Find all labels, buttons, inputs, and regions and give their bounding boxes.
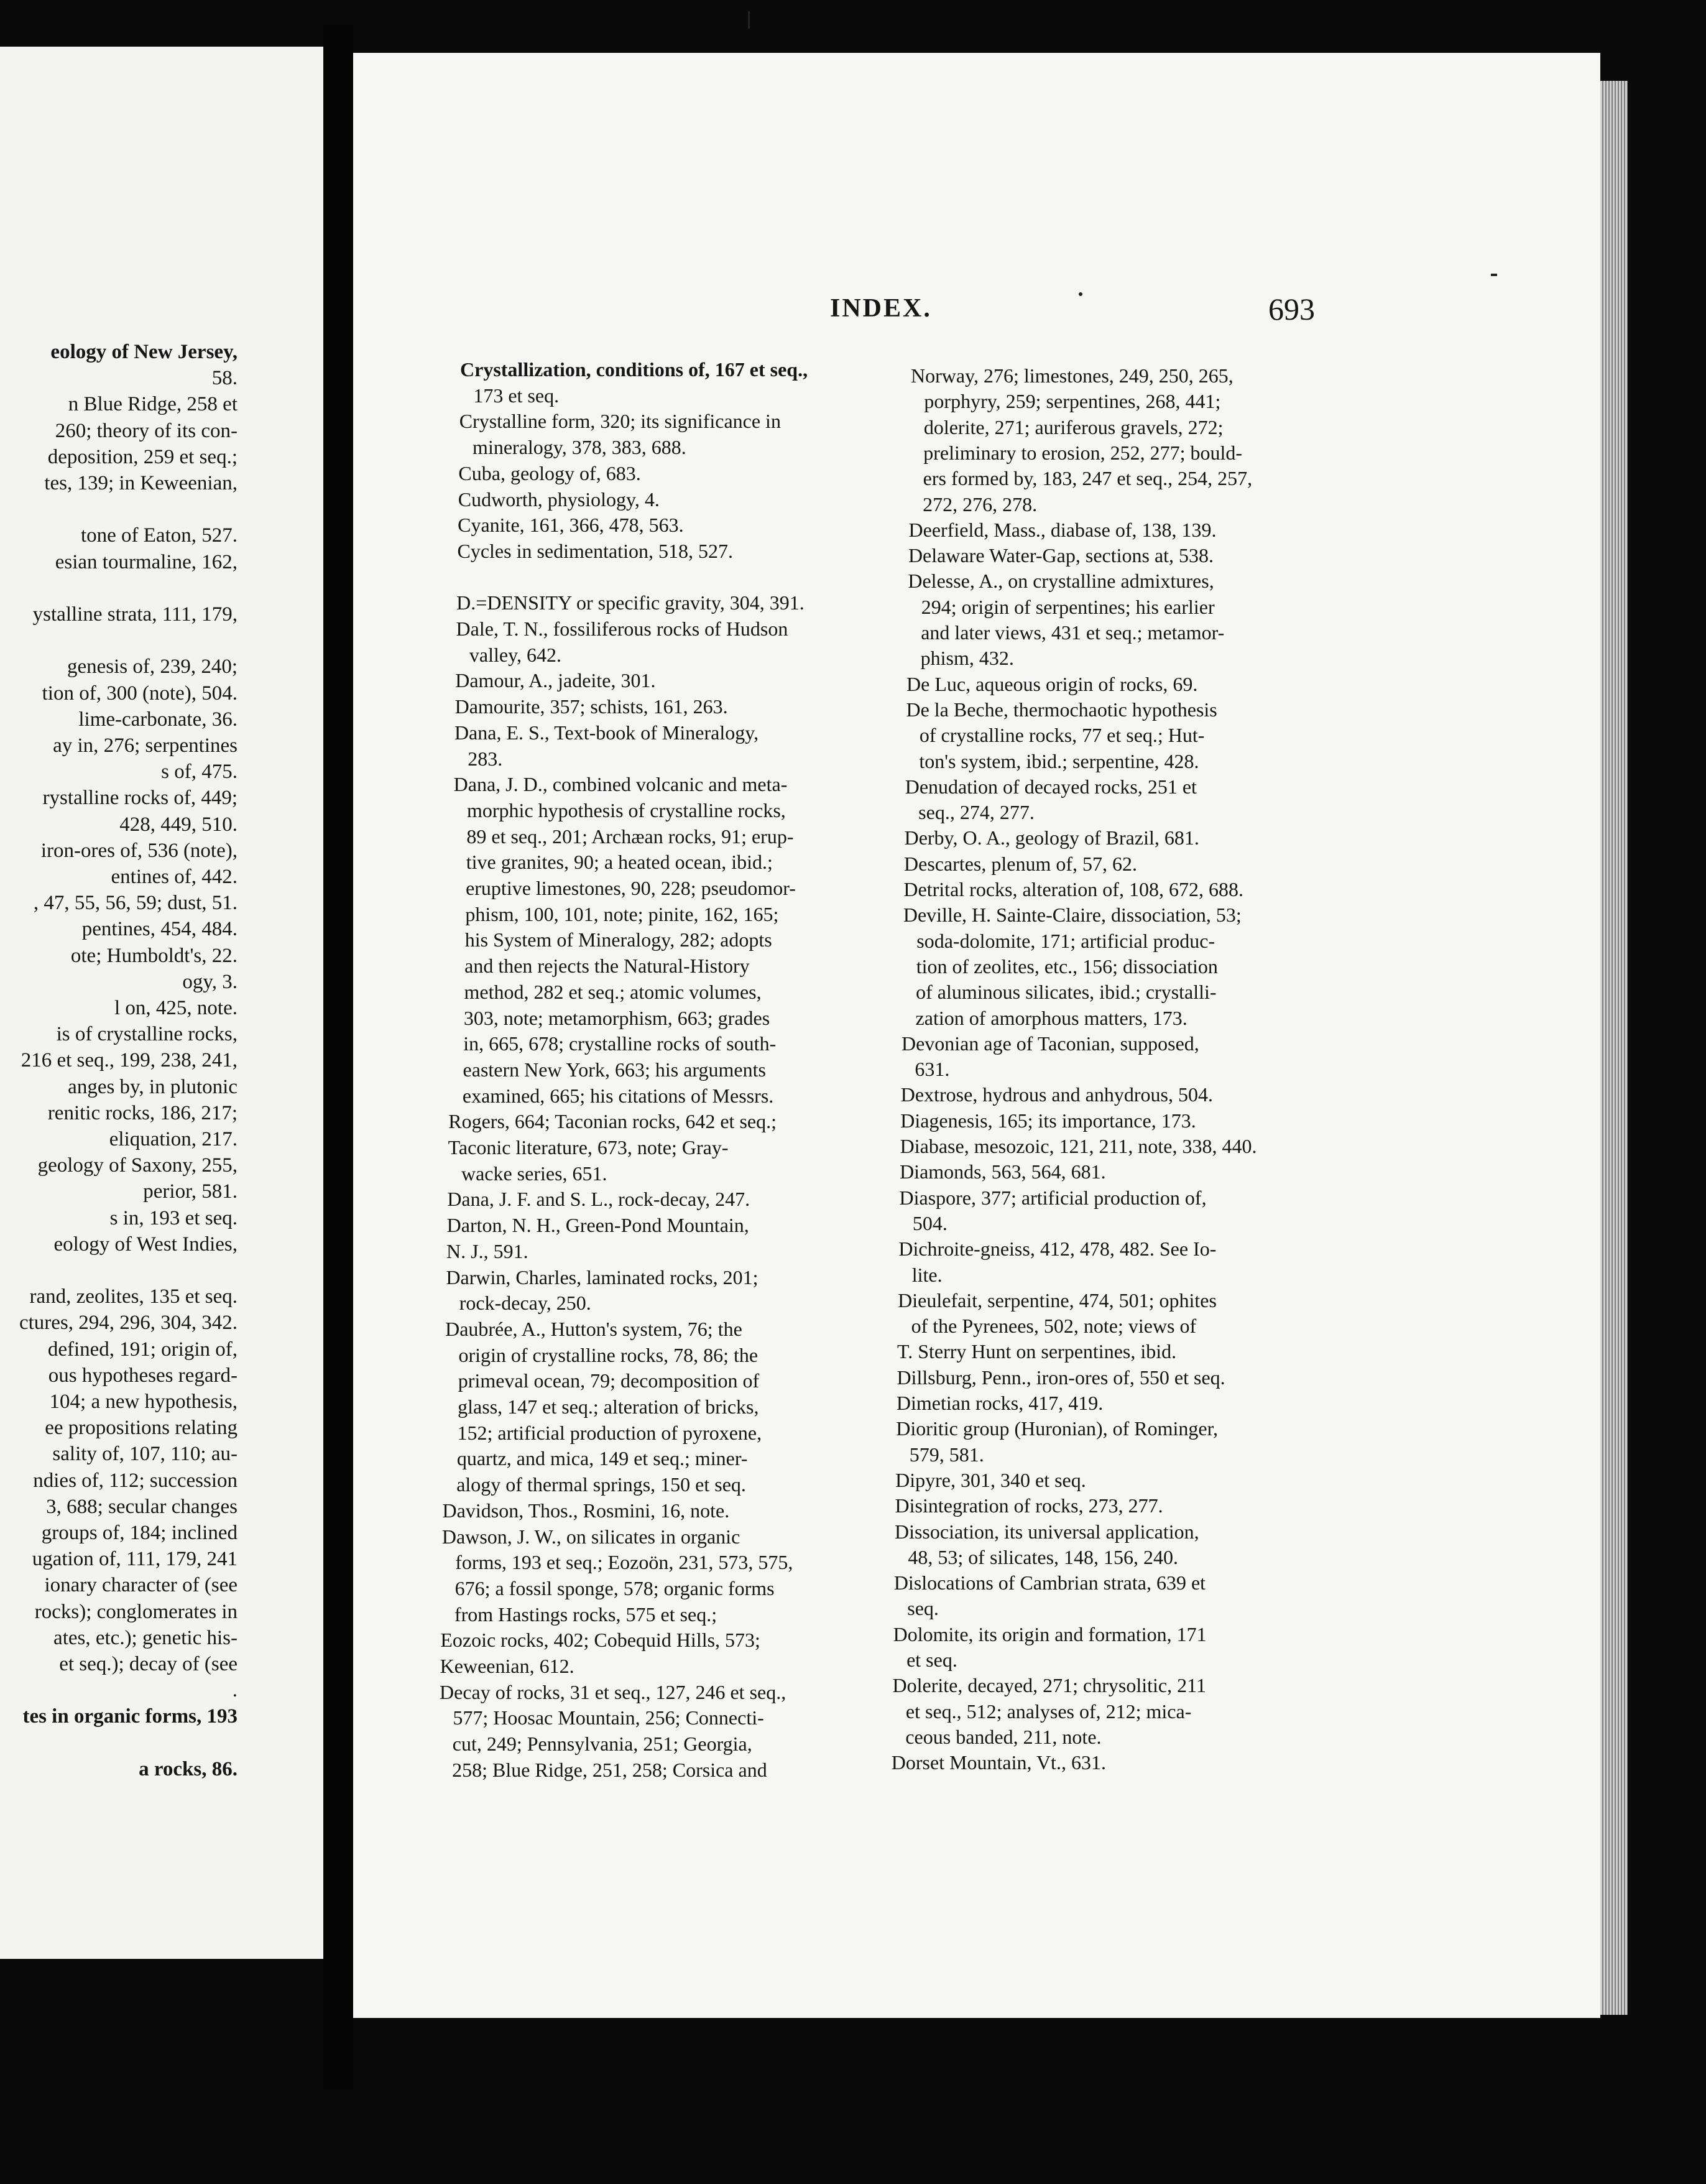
index-entry: Decay of rocks, 31 et seq., 127, 246 et seq., <box>440 1680 786 1703</box>
index-entry: Dieulefait, serpentine, 474, 501; ophites <box>898 1289 1217 1312</box>
index-entry: Taconic literature, 673, note; Gray- <box>448 1136 729 1159</box>
index-entry: Denudation of decayed rocks, 251 et <box>905 775 1197 798</box>
fragment-line: tes in organic forms, 193 <box>22 1705 237 1728</box>
index-entry: Cycles in sedimentation, 518, 527. <box>457 539 733 562</box>
fragment-line: 3, 688; secular changes <box>46 1495 237 1518</box>
index-entry: Delesse, A., on crystalline admixtures, <box>908 570 1214 593</box>
fragment-line: eology of West Indies, <box>53 1233 237 1256</box>
index-entry-continuation: forms, 193 et seq.; Eozoön, 231, 573, 575, <box>455 1551 793 1574</box>
index-entry: Norway, 276; limestones, 249, 250, 265, <box>911 364 1233 387</box>
index-entry-continuation: 173 et seq. <box>473 384 560 407</box>
fragment-line: s in, 193 et seq. <box>109 1206 237 1229</box>
index-entry-continuation: and then rejects the Natural-History <box>464 955 750 978</box>
index-entry-continuation: rock-decay, 250. <box>459 1292 591 1315</box>
index-entry-continuation: mineralogy, 378, 383, 688. <box>473 436 686 459</box>
fragment-line: iron-ores of, 536 (note), <box>40 839 237 862</box>
index-entry: Crystalline form, 320; its significance in <box>459 410 781 433</box>
index-entry-continuation: eastern New York, 663; his arguments <box>463 1058 766 1081</box>
fragment-line: s of, 475. <box>161 761 237 784</box>
fragment-line: ay in, 276; serpentines <box>53 734 237 757</box>
index-entry: Dimetian rocks, 417, 419. <box>896 1392 1104 1414</box>
fragment-line: geology of Saxony, 255, <box>37 1154 237 1177</box>
index-entry: Descartes, plenum of, 57, 62. <box>904 852 1138 875</box>
fragment-line: ous hypotheses regard- <box>48 1364 237 1387</box>
fragment-line: ates, etc.); genetic his- <box>53 1626 237 1649</box>
fragment-line: deposition, 259 et seq.; <box>47 445 237 468</box>
index-entry: Dioritic group (Huronian), of Rominger, <box>896 1417 1218 1440</box>
page-number: 693 <box>1268 292 1315 326</box>
index-entry: Dana, J. D., combined volcanic and meta- <box>453 773 788 796</box>
index-entry-continuation: seq. <box>907 1597 939 1620</box>
index-entry: Delaware Water-Gap, sections at, 538. <box>908 544 1214 567</box>
index-entry-continuation: of aluminous silicates, ibid.; crystalli- <box>916 981 1217 1004</box>
index-entry: Dana, J. F. and S. L., rock-decay, 247. <box>447 1188 750 1211</box>
fragment-line: 216 et seq., 199, 238, 241, <box>21 1049 237 1072</box>
index-entry-continuation: valley, 642. <box>469 643 561 666</box>
index-entry-continuation: in, 665, 678; crystalline rocks of south- <box>463 1032 777 1055</box>
index-entry-continuation: dolerite, 271; auriferous gravels, 272; <box>923 415 1224 438</box>
index-entry-continuation: glass, 147 et seq.; alteration of bricks, <box>458 1395 759 1418</box>
index-entry: De la Beche, thermochaotic hypothesis <box>906 698 1217 721</box>
fragment-line: a rocks, 86. <box>139 1757 237 1780</box>
index-entry-continuation: preliminary to erosion, 252, 277; bould- <box>923 441 1243 464</box>
fragment-line: ionary character of (see <box>44 1574 237 1597</box>
fragment-line: renitic rocks, 186, 217; <box>47 1101 237 1124</box>
index-entry-continuation: of the Pyrenees, 502, note; views of <box>911 1315 1197 1338</box>
fragment-line: eology of New Jersey, <box>50 341 237 363</box>
fragment-line: ystalline strata, 111, 179, <box>32 603 237 626</box>
index-entry: Diabase, mesozoic, 121, 211, note, 338, 440. <box>900 1135 1257 1157</box>
index-entry: Diagenesis, 165; its importance, 173. <box>900 1109 1196 1132</box>
index-entry-continuation: phism, 432. <box>920 647 1014 670</box>
print-speck <box>748 11 750 29</box>
fragment-line: . <box>232 1679 237 1702</box>
fragment-line: rand, zeolites, 135 et seq. <box>29 1285 237 1308</box>
fragment-line: entines of, 442. <box>111 866 237 888</box>
index-entry-continuation: ton's system, ibid.; serpentine, 428. <box>919 749 1199 772</box>
index-entry-continuation: quartz, and mica, 149 et seq.; miner- <box>456 1447 748 1470</box>
fragment-line: sality of, 107, 110; au- <box>52 1443 237 1466</box>
index-entry-continuation: cut, 249; Pennsylvania, 251; Georgia, <box>452 1733 752 1756</box>
fragment-line: ndies of, 112; succession <box>33 1469 237 1492</box>
index-entry: N. J., 591. <box>446 1239 528 1262</box>
index-entry: Darwin, Charles, laminated rocks, 201; <box>446 1266 758 1289</box>
index-entry: Diamonds, 563, 564, 681. <box>900 1160 1106 1183</box>
fragment-line: is of crystalline rocks, <box>56 1023 237 1046</box>
fragment-line: eliquation, 217. <box>109 1128 237 1150</box>
index-entry-continuation: and later views, 431 et seq.; metamor- <box>921 621 1225 644</box>
running-header: INDEX. <box>830 294 932 323</box>
fragment-line: genesis of, 239, 240; <box>67 655 237 678</box>
fragment-line: tes, 139; in Keweenian, <box>44 472 237 494</box>
fragment-line: 58. <box>211 367 237 390</box>
index-entry-continuation: phism, 100, 101, note; pinite, 162, 165; <box>465 902 779 925</box>
index-entry: D.=DENSITY or specific gravity, 304, 391. <box>456 591 805 614</box>
index-entry: Dillsburg, Penn., iron-ores of, 550 et seq. <box>897 1366 1225 1389</box>
fragment-line: ote; Humboldt's, 22. <box>70 944 237 967</box>
index-entry-continuation: 258; Blue Ridge, 251, 258; Corsica and <box>452 1758 767 1781</box>
fragment-line: n Blue Ridge, 258 et <box>68 393 237 416</box>
index-entry-continuation: ers formed by, 183, 247 et seq., 254, 257, <box>923 467 1253 490</box>
index-entry: Deerfield, Mass., diabase of, 138, 139. <box>908 518 1217 541</box>
index-entry-continuation: seq., 274, 277. <box>918 801 1035 824</box>
fragment-line: anges by, in plutonic <box>68 1075 237 1098</box>
index-entry-continuation: tive granites, 90; a heated ocean, ibid.; <box>466 851 773 874</box>
index-entry-continuation: zation of amorphous matters, 173. <box>915 1006 1187 1029</box>
fragment-line: ee propositions relating <box>45 1417 237 1440</box>
index-entry: Cyanite, 161, 366, 478, 563. <box>458 514 684 537</box>
index-entry-continuation: lite. <box>911 1263 943 1286</box>
book-spine <box>323 25 353 2089</box>
index-entry-continuation: 676; a fossil sponge, 578; organic forms <box>454 1576 775 1599</box>
index-entry: Daubrée, A., Hutton's system, 76; the <box>445 1317 742 1340</box>
fragment-line: ctures, 294, 296, 304, 342. <box>19 1312 237 1335</box>
fragment-line: tion of, 300 (note), 504. <box>42 682 237 705</box>
index-entry-continuation: wacke series, 651. <box>461 1162 607 1185</box>
index-entry-continuation: eruptive limestones, 90, 228; pseudomor- <box>466 877 796 899</box>
index-entry-continuation: tion of zeolites, etc., 156; dissociation <box>916 955 1218 978</box>
index-entry: Dichroite-gneiss, 412, 478, 482. See Io- <box>898 1238 1217 1261</box>
index-entry-continuation: 48, 53; of silicates, 148, 156, 240. <box>908 1545 1179 1568</box>
index-entry: Derby, O. A., geology of Brazil, 681. <box>904 826 1199 849</box>
index-entry: Deville, H. Sainte-Claire, dissociation, 53; <box>903 904 1242 927</box>
fragment-line: et seq.); decay of (see <box>59 1653 237 1675</box>
index-entry: Darton, N. H., Green-Pond Mountain, <box>446 1214 749 1237</box>
print-speck <box>1491 274 1497 276</box>
index-entry: Eozoic rocks, 402; Cobequid Hills, 573; <box>440 1629 760 1652</box>
fragment-line: pentines, 454, 484. <box>81 918 237 941</box>
fragment-line: perior, 581. <box>143 1180 237 1203</box>
index-entry-continuation: 504. <box>912 1211 948 1234</box>
fragment-line: rocks); conglomerates in <box>34 1600 237 1623</box>
index-entry: Dawson, J. W., on silicates in organic <box>441 1525 740 1548</box>
index-entry: Detrital rocks, alteration of, 108, 672, 688. <box>903 878 1243 900</box>
index-entry-continuation: primeval ocean, 79; decomposition of <box>458 1369 760 1392</box>
index-entry: Cuba, geology of, 683. <box>458 461 641 484</box>
index-entry-continuation: method, 282 et seq.; atomic volumes, <box>464 980 762 1003</box>
index-entry-continuation: et seq., 512; analyses of, 212; mica- <box>905 1700 1192 1723</box>
index-entry-continuation: soda-dolomite, 171; artificial produc- <box>916 929 1215 952</box>
index-entry-continuation: 631. <box>915 1058 950 1081</box>
index-entry-continuation: 272, 276, 278. <box>923 493 1038 516</box>
index-entry-continuation: 579, 581. <box>909 1443 984 1466</box>
index-entry-continuation: of crystalline rocks, 77 et seq.; Hut- <box>919 724 1205 747</box>
index-entry-continuation: 152; artificial production of pyroxene, <box>457 1421 762 1444</box>
page-edges <box>1600 81 1628 2015</box>
fragment-line: tone of Eaton, 527. <box>80 524 237 547</box>
index-entry: Dislocations of Cambrian strata, 639 et <box>893 1571 1206 1594</box>
print-speck <box>1079 292 1082 296</box>
index-entry: Dissociation, its universal application, <box>894 1520 1199 1543</box>
index-entry: Dolomite, its origin and formation, 171 <box>893 1622 1207 1645</box>
index-entry-continuation: ceous banded, 211, note. <box>905 1725 1102 1748</box>
index-entry-continuation: porphyry, 259; serpentines, 268, 441; <box>924 390 1221 413</box>
index-entry: Dipyre, 301, 340 et seq. <box>895 1468 1086 1491</box>
index-entry: Rogers, 664; Taconian rocks, 642 et seq.; <box>448 1110 777 1133</box>
index-entry: T. Sterry Hunt on serpentines, ibid. <box>897 1340 1177 1363</box>
fragment-line: rystalline rocks of, 449; <box>42 787 237 810</box>
fragment-line: 428, 449, 510. <box>119 813 237 836</box>
index-entry: Dolerite, decayed, 271; chrysolitic, 211 <box>892 1674 1206 1697</box>
fragment-line: defined, 191; origin of, <box>47 1338 237 1361</box>
index-entry: Damourite, 357; schists, 161, 263. <box>454 695 728 718</box>
index-entry-continuation: 89 et seq., 201; Archæan rocks, 91; erup- <box>466 825 794 848</box>
index-entry-continuation: morphic hypothesis of crystalline rocks, <box>467 798 786 821</box>
index-entry: Dorset Mountain, Vt., 631. <box>891 1751 1106 1774</box>
index-entry: Damour, A., jadeite, 301. <box>455 669 656 692</box>
fragment-line: groups of, 184; inclined <box>41 1522 237 1544</box>
index-entry: De Luc, aqueous origin of rocks, 69. <box>906 672 1198 695</box>
index-entry-continuation: alogy of thermal springs, 150 et seq. <box>456 1473 746 1496</box>
index-entry: Dale, T. N., fossiliferous rocks of Hudson <box>456 618 788 640</box>
index-entry-continuation: 577; Hoosac Mountain, 256; Connecti- <box>453 1706 764 1729</box>
index-entry-continuation: et seq. <box>906 1649 957 1671</box>
index-entry: Davidson, Thos., Rosmini, 16, note. <box>442 1499 730 1522</box>
index-entry-continuation: examined, 665; his citations of Messrs. <box>462 1084 774 1107</box>
fragment-line: esian tourmaline, 162, <box>55 550 237 573</box>
fragment-line: 260; theory of its con- <box>55 419 237 442</box>
fragment-line: l on, 425, note. <box>114 997 237 1019</box>
index-entry: Keweenian, 612. <box>440 1655 574 1677</box>
fragment-line: 104; a new hypothesis, <box>49 1390 237 1413</box>
index-entry-continuation: 283. <box>468 747 503 770</box>
fragment-line: ugation of, 111, 179, 241 <box>32 1548 237 1571</box>
index-entry: Cudworth, physiology, 4. <box>458 488 660 511</box>
index-entry-continuation: his System of Mineralogy, 282; adopts <box>464 928 772 951</box>
index-entry-continuation: 294; origin of serpentines; his earlier <box>921 595 1215 618</box>
fragment-line: ogy, 3. <box>182 970 237 993</box>
fragment-line: lime-carbonate, 36. <box>78 708 237 731</box>
index-entry-continuation: origin of crystalline rocks, 78, 86; the <box>458 1343 758 1366</box>
index-entry: Dextrose, hydrous and anhydrous, 504. <box>900 1083 1213 1106</box>
index-entry-continuation: 303, note; metamorphism, 663; grades <box>463 1006 770 1029</box>
index-entry: Disintegration of rocks, 273, 277. <box>895 1494 1163 1517</box>
fragment-line: , 47, 55, 56, 59; dust, 51. <box>33 892 237 915</box>
index-entry: Crystallization, conditions of, 167 et seq., <box>460 358 808 381</box>
index-entry: Dana, E. S., Text-book of Mineralogy, <box>454 721 759 744</box>
index-entry: Diaspore, 377; artificial production of, <box>899 1186 1207 1209</box>
index-entry: Devonian age of Taconian, supposed, <box>901 1032 1199 1055</box>
index-entry-continuation: from Hastings rocks, 575 et seq.; <box>454 1603 717 1626</box>
